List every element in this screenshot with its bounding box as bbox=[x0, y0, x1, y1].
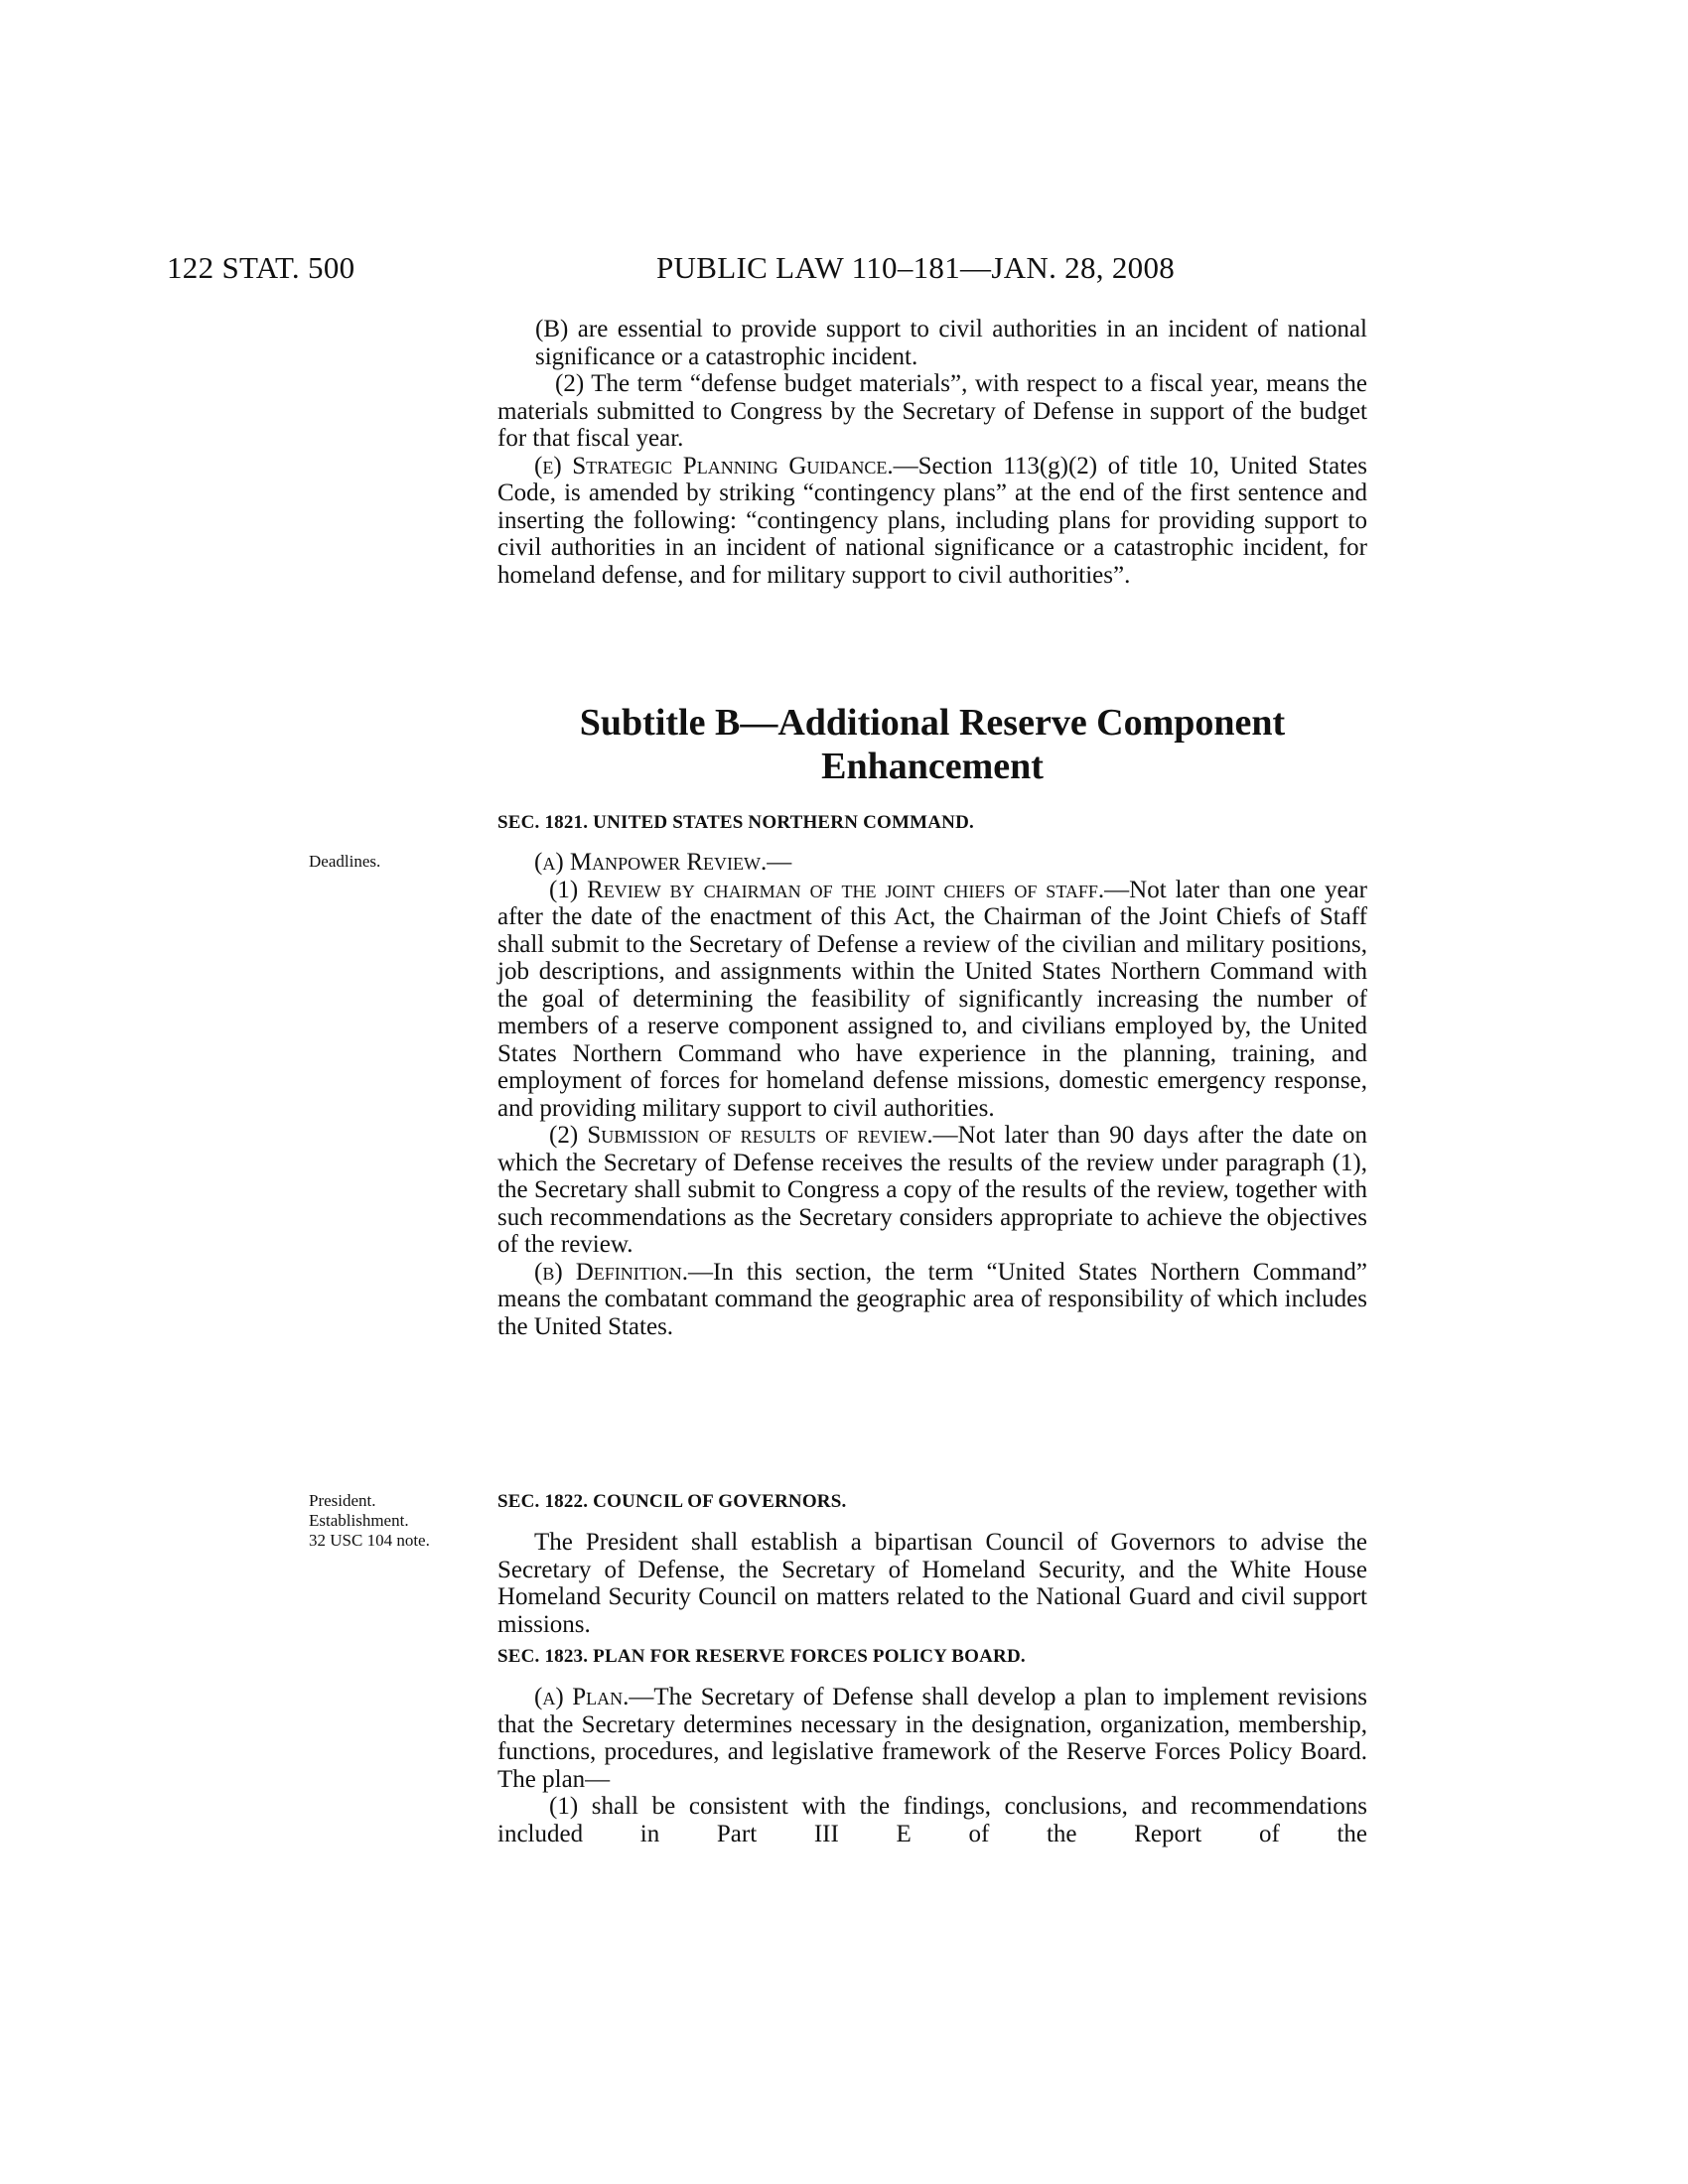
paragraph-b-item: (B) are essential to provide support to civil authorities in an incident of national significance or a catastrophic incident. bbox=[535, 316, 1367, 370]
paragraph-e bbox=[497, 453, 1367, 590]
plan-text: —The Secretary of Defense shall develop a plan to implement revisions that the Secretary determines necessary in the designation, organization, membership, functions, procedures, and legislative framework of the Reserve Forces Policy Board. The plan— bbox=[497, 1684, 1368, 1793]
definition-2-text: (2) The term “defense budget materials”, with respect to a fiscal year, means the materials submitted to Congress by the Secretary of Defense in support of the budget for that fiscal year. bbox=[497, 370, 1367, 452]
section-1823-body bbox=[497, 1684, 1367, 1847]
a-label: (a) Manpower Review.— bbox=[534, 849, 792, 876]
section-1821-a2 bbox=[497, 1122, 1367, 1259]
section-1821-a bbox=[497, 849, 1367, 877]
section-1821-body bbox=[497, 849, 1367, 1340]
e-text: —Section 113(g)(2) of title 10, United States Code, is amended by striking “contingency plans” at the end of the first sentence and inserting the following: “contingency plans, including plans for providing support to civil authorities in an incident of national significance or a catastrophic incident, for homeland defense, and for military support to civil authorities”. bbox=[497, 452, 1367, 589]
section-1823-a bbox=[497, 1684, 1367, 1793]
a1-label: (1) Review by chairman of the joint chiefs of staff. bbox=[549, 876, 1105, 903]
section-1822-text: The President shall establish a bipartisan Council of Governors to advise the Secretary of Defense, the Secretary of Homeland Security, and the White House Homeland Security Council on matters related to the National Guard and civil support missions. bbox=[497, 1529, 1367, 1638]
b-label: (b) Definition. bbox=[534, 1258, 688, 1286]
margin-note-usc: 32 USC 104 note. bbox=[309, 1531, 430, 1550]
section-1821-a1 bbox=[497, 877, 1367, 1123]
page-reference: 122 STAT. 500 bbox=[167, 250, 355, 285]
section-1821-b bbox=[497, 1259, 1367, 1341]
page-running-title: PUBLIC LAW 110–181—JAN. 28, 2008 bbox=[656, 250, 1176, 285]
a2-text: —Not later than 90 days after the date on which the Secretary of Defense receives the results of the review under paragraph (1), the Secretary shall submit to Congress a copy of the results of the review, together with such recommendations as the Secretary considers appropriate to achieve the objectives of the review. bbox=[497, 1122, 1367, 1258]
a1-text: —Not later than one year after the date of the enactment of this Act, the Chairman of the Joint Chiefs of Staff shall submit to the Secretary of Defense a review of the civilian and military positions, job descriptions, and assignments within the United States Northern Command with the goal of determining the feasibility of significantly increasing the number of members of a reserve component assigned to, and civilians employed by, the United States Northern Command who have experience in the planning, training, and employment of forces for homeland defense missions, domestic emergency response, and providing military support to civil authorities. bbox=[497, 876, 1367, 1122]
margin-note-section-1822 bbox=[309, 1491, 430, 1551]
section-1823-heading: SEC. 1823. PLAN FOR RESERVE FORCES POLICY BOARD. bbox=[497, 1646, 1026, 1667]
margin-note-deadlines: Deadlines. bbox=[309, 852, 381, 871]
subtitle-heading bbox=[497, 701, 1367, 788]
section-1821-heading: SEC. 1821. UNITED STATES NORTHERN COMMAND. bbox=[497, 812, 974, 833]
plan-label: (a) Plan. bbox=[534, 1684, 630, 1710]
section-1822-body bbox=[497, 1529, 1367, 1638]
section-1822-heading: SEC. 1822. COUNCIL OF GOVERNORS. bbox=[497, 1491, 847, 1512]
e-label: (e) Strategic Planning Guidance. bbox=[534, 452, 894, 479]
a2-label: (2) Submission of results of review. bbox=[549, 1122, 933, 1149]
margin-note-president: President. bbox=[309, 1491, 376, 1510]
margin-note-establishment: Establishment. bbox=[309, 1511, 409, 1530]
subtitle-line-2: Enhancement bbox=[821, 746, 1044, 787]
b-text: —In this section, the term “United States Northern Command” means the combatant command the geographic area of responsibility of which includes the United States. bbox=[497, 1258, 1367, 1340]
paragraph-definition-2 bbox=[446, 370, 1367, 453]
section-1823-item-1: (1) shall be consistent with the findings, conclusions, and recommendations included in Part III E of the Report of the bbox=[497, 1793, 1367, 1847]
subtitle-line-1: Subtitle B—Additional Reserve Component bbox=[579, 702, 1286, 744]
continued-text bbox=[497, 316, 1367, 589]
